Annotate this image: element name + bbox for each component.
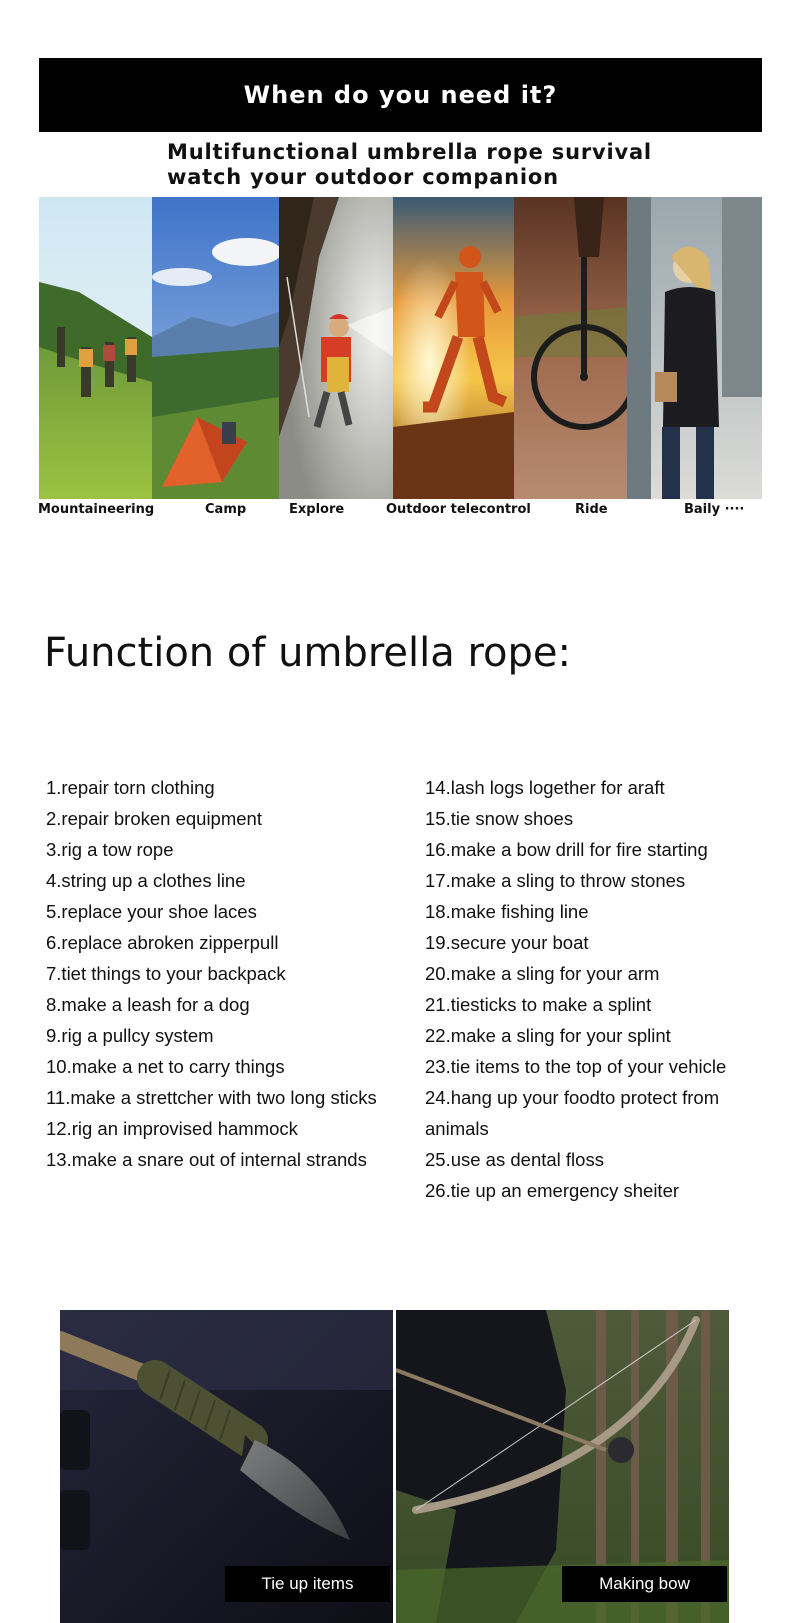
list-item: 16.make a bow drill for fire starting xyxy=(425,839,708,860)
scenario-label-explore: Explore xyxy=(289,502,345,517)
list-item: 22.make a sling for your splint xyxy=(425,1025,671,1046)
list-item: 23.tie items to the top of your vehicle xyxy=(425,1056,727,1077)
list-item: 10.make a net to carry things xyxy=(46,1056,285,1077)
header-banner xyxy=(39,58,762,132)
list-item: 14.lash logs logether for araft xyxy=(425,777,665,798)
list-item: 8.make a leash for a dog xyxy=(46,994,250,1015)
list-item: 9.rig a pullcy system xyxy=(46,1025,214,1046)
scenario-label-ride: Ride xyxy=(575,502,608,517)
photo-making-bow xyxy=(396,1310,729,1623)
list-item: 4.string up a clothes line xyxy=(46,870,246,891)
list-item: 15.tie snow shoes xyxy=(425,808,574,829)
list-item: 18.make fishing line xyxy=(425,901,589,922)
list-item: 26.tie up an emergency sheiter xyxy=(425,1180,680,1201)
subtitle xyxy=(167,140,652,190)
scenario-label-camp: Camp xyxy=(205,502,247,517)
photo-tie-up-items xyxy=(60,1310,393,1623)
list-item: 17.make a sling to throw stones xyxy=(425,870,686,891)
list-item: 11.make a strettcher with two long sticks xyxy=(46,1087,377,1108)
photo-caption: Making bow xyxy=(562,1566,727,1602)
scenario-label-mountaineering: Mountaineering xyxy=(38,502,155,517)
scenario-image-explore xyxy=(279,197,393,499)
list-item: 3.rig a tow rope xyxy=(46,839,174,860)
list-item: 6.replace abroken zipperpull xyxy=(46,932,279,953)
list-item: 21.tiesticks to make a splint xyxy=(425,994,652,1015)
scenario-image-strip xyxy=(39,197,762,499)
scenario-label-outdoor-telecontrol: Outdoor telecontrol xyxy=(386,502,531,517)
list-item: 24.hang up your foodto protect from animals xyxy=(425,1087,720,1139)
list-item: 25.use as dental floss xyxy=(425,1149,604,1170)
subtitle-line-1: Multifunctional umbrella rope survival xyxy=(167,140,652,164)
photo-caption: Tie up items xyxy=(225,1566,390,1602)
banner-title: When do you need it? xyxy=(243,81,558,109)
functions-title: Function of umbrella rope: xyxy=(44,630,571,676)
list-item: 19.secure your boat xyxy=(425,932,589,953)
scenario-image-baily xyxy=(627,197,762,499)
scenario-image-mountaineering xyxy=(39,197,152,499)
list-item: 20.make a sling for your arm xyxy=(425,963,660,984)
scenario-image-ride xyxy=(514,197,627,499)
scenario-label-baily: Baily ···· xyxy=(684,502,745,517)
function-list-right xyxy=(425,772,755,1206)
list-item: 13.make a snare out of internal strands xyxy=(46,1149,367,1170)
scenario-image-outdoor-telecontrol xyxy=(393,197,514,499)
list-item: 1.repair torn clothing xyxy=(46,777,215,798)
list-item: 5.replace your shoe laces xyxy=(46,901,257,922)
function-list-left xyxy=(46,772,377,1175)
list-item: 7.tiet things to your backpack xyxy=(46,963,286,984)
list-item: 12.rig an improvised hammock xyxy=(46,1118,298,1139)
scenario-image-camp xyxy=(152,197,279,499)
list-item: 2.repair broken equipment xyxy=(46,808,262,829)
subtitle-line-2: watch your outdoor companion xyxy=(167,165,559,189)
